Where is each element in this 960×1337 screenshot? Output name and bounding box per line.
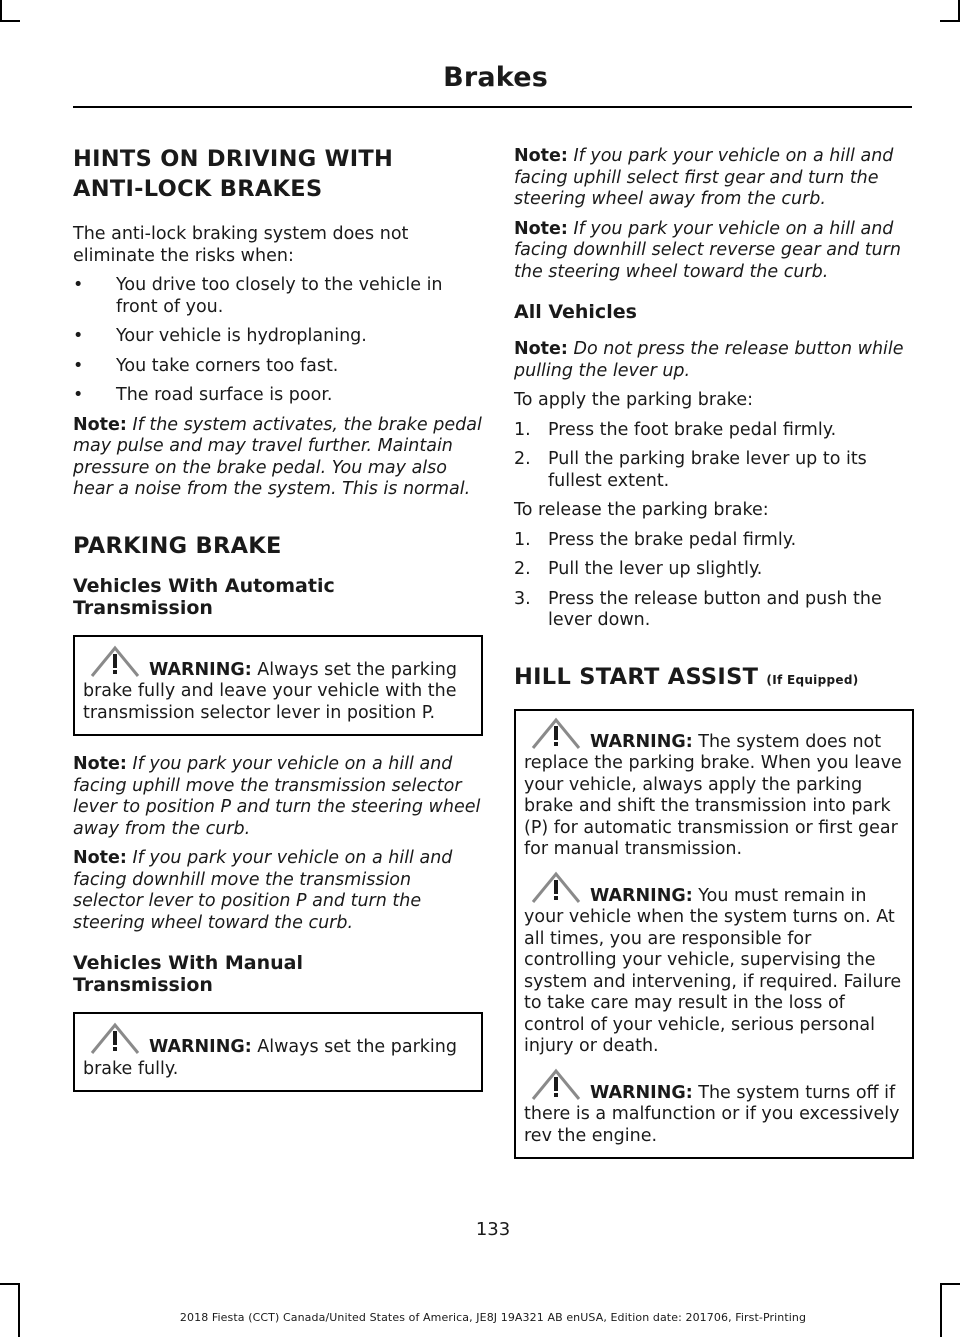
warning-text: Always set the parking brake fully and leave your vehicle with the transmission selector lever in position P. xyxy=(83,659,457,723)
abs-heading-line2: ANTI-LOCK BRAKES xyxy=(73,176,323,202)
list-item-text: Your vehicle is hydroplaning. xyxy=(116,326,367,346)
step-number: 1. xyxy=(514,419,531,440)
note-text: If you park your vehicle on a hill and facing downhill move the transmission selector lever to position P and turn the steering wheel toward the curb. xyxy=(73,848,453,933)
automatic-transmission-heading: Vehicles With Automatic Transmission xyxy=(73,574,335,619)
note-text: If you park your vehicle on a hill and facing downhill select reverse gear and turn the steering wheel toward the curb. xyxy=(514,218,901,282)
note-label: Note: xyxy=(514,146,568,166)
list-item xyxy=(514,449,914,492)
note-label: Note: xyxy=(73,848,127,868)
abs-note xyxy=(73,415,483,501)
parking-brake-heading: PARKING BRAKE xyxy=(73,532,282,559)
footer-edition-info: 2018 Fiesta (CCT) Canada/United States of America, JE8J 19A321 AB enUSA, Edition date: 201706, First-Printing xyxy=(179,1311,807,1324)
all-vehicles-heading: All Vehicles xyxy=(514,301,637,323)
bullet-glyph: • xyxy=(73,385,84,405)
all-vehicles-note xyxy=(514,339,914,382)
step-text: Press the release button and push the lever down. xyxy=(548,588,882,630)
manual-warning-box xyxy=(73,1012,483,1092)
abs-heading xyxy=(73,144,483,204)
warning-label: WARNING: xyxy=(590,885,693,906)
abs-intro: The anti-lock braking system does not eliminate the risks when: xyxy=(73,224,409,266)
list-item xyxy=(514,420,914,442)
left-column xyxy=(73,144,483,1110)
list-item-text: You drive too closely to the vehicle in front of you. xyxy=(116,275,443,317)
warning-triangle-icon xyxy=(89,645,141,679)
auto-note-uphill xyxy=(73,754,483,840)
step-text: Pull the lever up slightly. xyxy=(548,559,763,579)
apply-steps-list xyxy=(514,420,914,493)
crop-mark-bottom-right xyxy=(940,1283,960,1285)
hill-start-warning-box xyxy=(514,709,914,1160)
warning-label: WARNING: xyxy=(149,1037,252,1057)
hill-start-assist-heading xyxy=(514,662,914,695)
warning-text: Always set the parking brake fully. xyxy=(83,1037,457,1079)
step-number: 2. xyxy=(514,559,531,579)
warning-text: The system does not replace the parking brake. When you leave your vehicle, always apply the parking brake and shift the transmission into park (P) for automatic transmission or first gear for manual transmission. xyxy=(524,731,902,859)
warning-text: You must remain in your vehicle when the system turns on. At all times, you are responsible for controlling your vehicle, supervising the system and intervening, if required. Failure to take care may result in the loss of control of your vehicle, serious personal injury or death. xyxy=(524,885,902,1056)
step-number: 3. xyxy=(514,588,531,609)
release-intro: To release the parking brake: xyxy=(514,500,769,520)
warning-triangle-icon xyxy=(530,871,582,905)
note-text: If you park your vehicle on a hill and facing uphill select first gear and turn the steering wheel away from the curb. xyxy=(514,146,894,209)
release-steps-list xyxy=(514,530,914,632)
apply-intro: To apply the parking brake: xyxy=(514,390,753,410)
warning-label: WARNING: xyxy=(149,659,252,680)
list-item xyxy=(73,275,483,318)
hill-heading-text: HILL START ASSIST xyxy=(514,663,759,690)
abs-bullet-list xyxy=(73,275,483,407)
list-item xyxy=(514,530,914,552)
manual-note-uphill xyxy=(514,146,914,211)
warning-paragraph xyxy=(524,717,904,861)
crop-mark-bottom-right-v xyxy=(940,1283,942,1337)
warning-label: WARNING: xyxy=(590,1082,693,1103)
warning-paragraph xyxy=(83,645,473,725)
automatic-warning-box xyxy=(73,635,483,737)
warning-triangle-icon xyxy=(530,717,582,751)
bullet-glyph: • xyxy=(73,326,84,346)
warning-label: WARNING: xyxy=(590,731,693,752)
warning-paragraph xyxy=(524,871,904,1058)
crop-mark-top-right-h xyxy=(940,20,960,22)
warning-triangle-icon xyxy=(530,1068,582,1102)
auto-note-downhill xyxy=(73,848,483,934)
step-text: Press the brake pedal firmly. xyxy=(548,529,797,550)
list-item-text: The road surface is poor. xyxy=(116,385,333,405)
list-item xyxy=(73,356,483,378)
note-label: Note: xyxy=(514,218,568,239)
list-item xyxy=(73,385,483,407)
warning-paragraph xyxy=(524,1068,904,1148)
bullet-glyph: • xyxy=(73,355,84,376)
list-item xyxy=(73,326,483,348)
manual-note-downhill xyxy=(514,219,914,284)
warning-triangle-icon xyxy=(89,1022,141,1056)
crop-mark-bottom-left xyxy=(0,1283,20,1285)
crop-mark-top-left xyxy=(0,0,2,22)
page-number: 133 xyxy=(475,1219,511,1240)
crop-mark-bottom-left-v xyxy=(18,1283,20,1337)
note-text: If the system activates, the brake pedal may pulse and may travel further. Maintain pressure on the brake pedal. You may also hear a noise from the system. This is normal. xyxy=(73,414,482,499)
step-text: Press the foot brake pedal firmly. xyxy=(548,419,837,440)
header-rule xyxy=(73,106,912,108)
manual-transmission-heading: Vehicles With Manual Transmission xyxy=(73,952,303,996)
note-label: Note: xyxy=(73,754,127,774)
note-label: Note: xyxy=(514,339,568,359)
note-text: Do not press the release button while pulling the lever up. xyxy=(514,339,904,381)
page-header-title: Brakes xyxy=(443,62,548,93)
note-text: If you park your vehicle on a hill and facing uphill move the transmission selector lever to position P and turn the steering wheel away from the curb. xyxy=(73,754,481,839)
step-text: Pull the parking brake lever up to its fullest extent. xyxy=(548,449,867,491)
right-column xyxy=(514,146,914,1177)
bullet-glyph: • xyxy=(73,275,84,295)
list-item-text: You take corners too fast. xyxy=(116,355,339,376)
step-number: 1. xyxy=(514,529,531,550)
if-equipped-label: (If Equipped) xyxy=(766,672,859,687)
warning-paragraph xyxy=(83,1022,473,1080)
crop-mark-top-left-h xyxy=(0,20,20,22)
warning-text: The system turns off if there is a malfunction or if you excessively rev the engine. xyxy=(524,1082,900,1146)
list-item xyxy=(514,559,914,581)
list-item xyxy=(514,589,914,632)
abs-heading-line1: HINTS ON DRIVING WITH xyxy=(73,146,394,172)
step-number: 2. xyxy=(514,449,531,469)
note-label: Note: xyxy=(73,414,127,435)
